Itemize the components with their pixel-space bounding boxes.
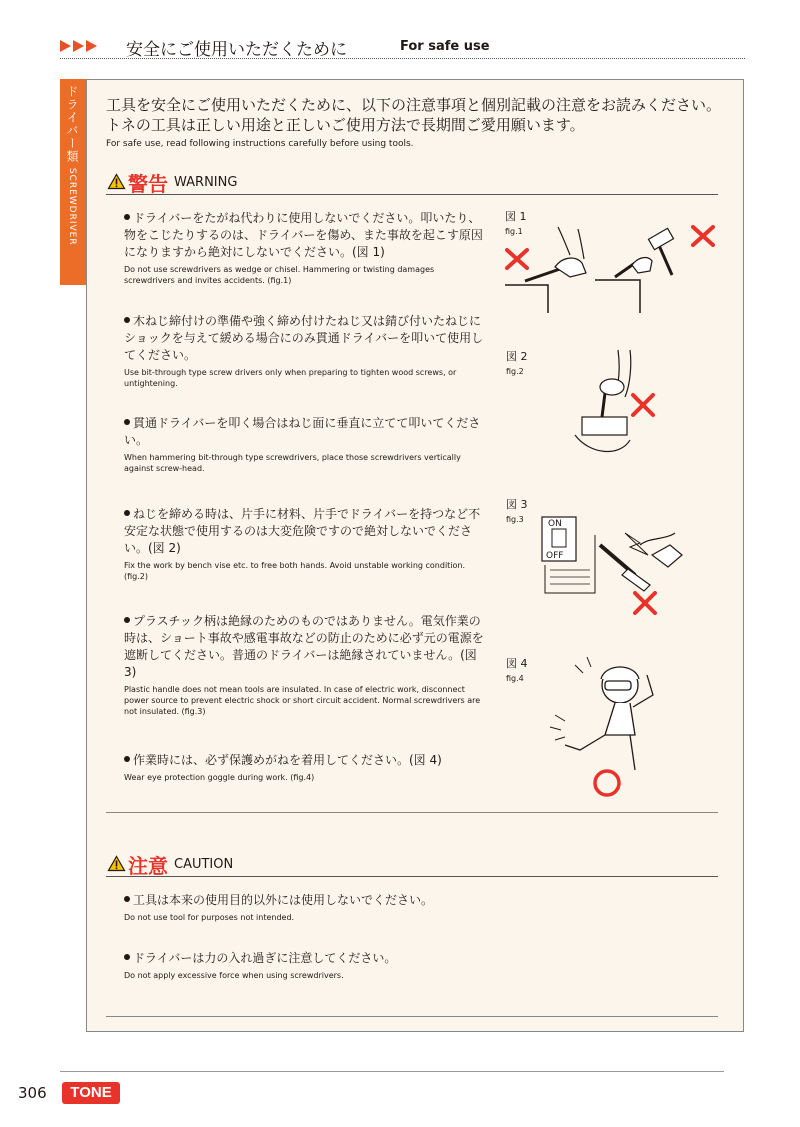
header-dotted-rule [60, 58, 745, 59]
warning-item: ねじを締める時は、片手に材料、片手でドライバーを持つなど不安定な状態で使用するのは大変危険ですので絶対しないでください。(図 2) Fix the work by bench vise etc. to free both hands. Avoid unstable working condition. (fig.2) [124, 507, 481, 581]
warning-item: ドライバーをたがね代わりに使用しないでください。叩いたり、物をこじたりするのは、ドライバーを傷め、また事故を起こす原因になりますから絶対にしないでください。(図 1) Do not use screwdrivers as wedge or chisel. Hammering or twisting damages screwdrivers and invites accidents. (fig.1) [124, 211, 483, 285]
caution-item: 工具は本来の使用目的以外には使用しないでください。 Do not use tool for purposes not intended. [124, 893, 434, 922]
warning-item: プラスチック柄は絶縁のためのものではありません。電気作業の時は、ショート事故や感電事故などの防止のために必ず元の電源を遮断してください。普通のドライバーは絶縁されていません。(図 3) Plastic handle does not mean tools are insulated. In case of electric work, disconnect power source to prevent electric shock or short circuit accident. Normal screwdrivers are not insulated. (fig.3) [124, 614, 484, 716]
tone-logo: TONE [62, 1082, 120, 1104]
bullet-icon [124, 419, 130, 425]
page-title-en: For safe use [400, 39, 490, 54]
cross-mark-icon [693, 227, 713, 245]
warning-label-jp: 警告 [128, 172, 168, 196]
caution-item: ドライバーは力の入れ過ぎに注意してください。 Do not apply excessive force when using screwdrivers. [124, 951, 397, 980]
figure-2-illustration [570, 345, 670, 460]
intro-text-jp: 工具を安全にご使用いただくために、以下の注意事項と個別記載の注意をお読みください。トネの工具は正しい用途と正しいご使用方法で長期間ご愛用願います。 [106, 96, 722, 134]
bullet-icon [124, 896, 130, 902]
svg-text:ON: ON [548, 519, 562, 529]
footer-rule [60, 1071, 724, 1072]
section-divider [106, 812, 718, 813]
figure-label: 図 2 fig.2 [506, 350, 528, 376]
cross-mark-icon [633, 395, 653, 415]
bullet-icon [124, 214, 130, 220]
warning-item: 作業時には、必ず保護めがねを着用してください。(図 4) Wear eye protection goggle during work. (fig.4) [124, 753, 442, 782]
warning-heading [106, 170, 718, 195]
figure-3-illustration [540, 515, 690, 620]
bullet-icon [124, 617, 130, 623]
figure-label: 図 1 fig.1 [505, 210, 527, 236]
caution-label-en: CAUTION [174, 857, 234, 872]
warning-item: 貫通ドライバーを叩く場合はねじ面に垂直に立てて叩いてください。 When hammering bit-through type screwdrivers, place those screwdrivers vertically against screw-head. [124, 416, 481, 473]
bullet-icon [124, 954, 130, 960]
svg-text:OFF: OFF [546, 551, 564, 561]
figure-label: 図 3 fig.3 [506, 498, 528, 524]
figure-4-illustration [535, 655, 695, 800]
figure-1-illustration [500, 225, 725, 315]
caution-label-jp: 注意 [128, 854, 168, 878]
category-side-tab [60, 79, 86, 285]
side-tab-jp: ドライバー類 [65, 85, 79, 163]
warning-triangle-icon [108, 174, 125, 189]
bullet-icon [124, 756, 130, 762]
caution-heading [106, 852, 718, 877]
bullet-icon [124, 317, 130, 323]
header-arrows-icon [60, 40, 97, 52]
section-divider [106, 1016, 718, 1017]
ok-circle-icon [595, 771, 619, 795]
page-header [60, 36, 745, 60]
cross-mark-icon [635, 593, 655, 613]
intro-text-en: For safe use, read following instructions carefully before using tools. [106, 139, 414, 149]
page-title-jp: 安全にご使用いただくために [126, 40, 347, 60]
warning-label-en: WARNING [174, 175, 238, 190]
cross-mark-icon [507, 250, 527, 268]
side-tab-en: SCREWDRIVER [67, 167, 77, 246]
figure-label: 図 4 fig.4 [506, 657, 528, 683]
warning-item: 木ねじ締付けの準備や強く締め付けたねじ又は錆び付いたねじにショックを与えて緩める場合にのみ貫通ドライバーを叩いて使用してください。 Use bit-through type screw drivers only when preparing to tighten wood screws, or untightening. [124, 314, 484, 388]
caution-triangle-icon [108, 856, 125, 871]
bullet-icon [124, 510, 130, 516]
page-number: 306 [18, 1084, 47, 1102]
